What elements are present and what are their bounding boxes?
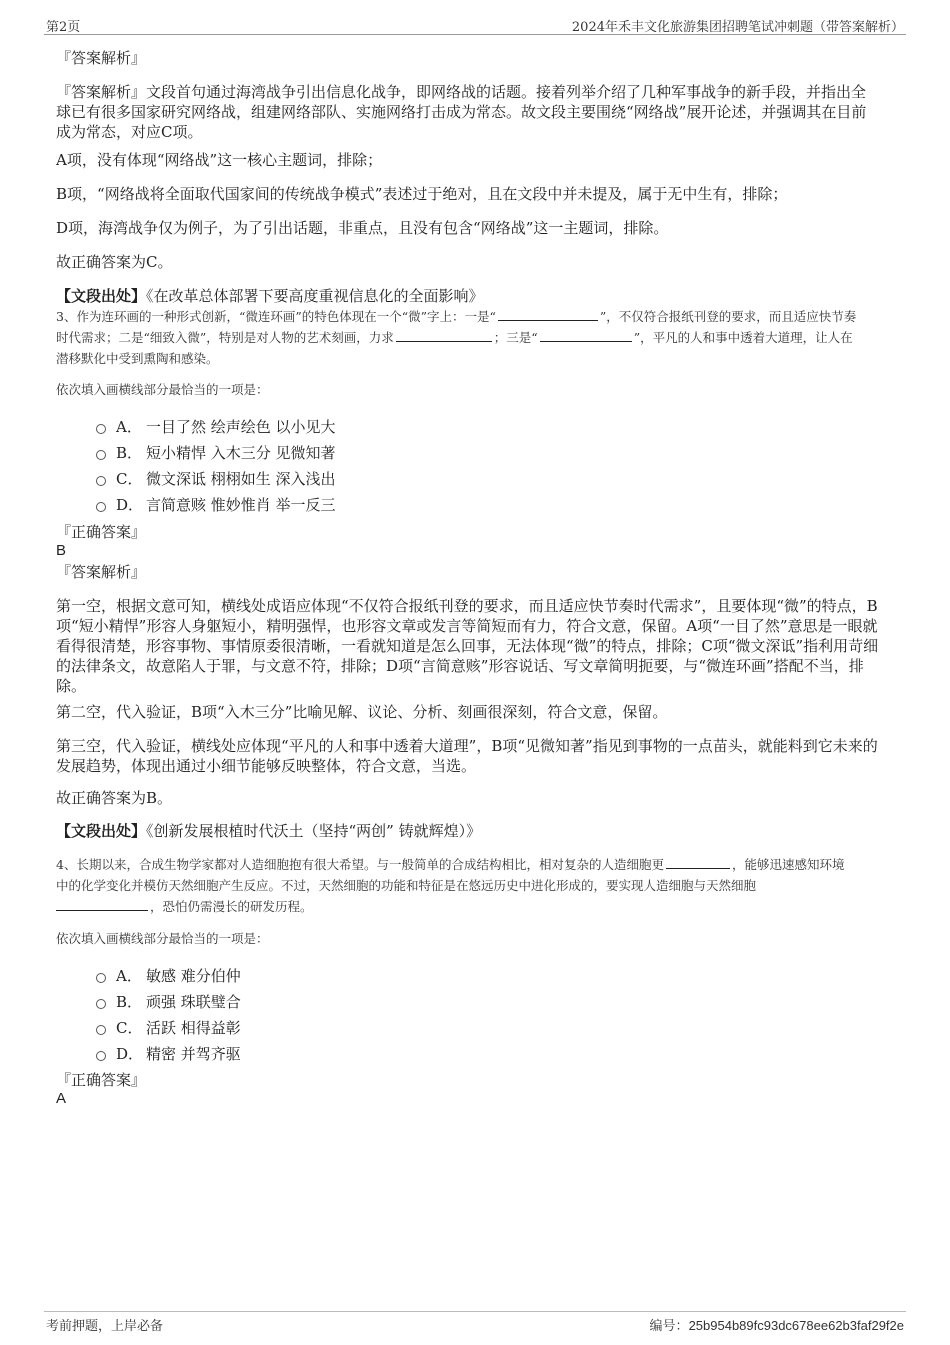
footer-slogan: 考前押题，上岸必备 <box>46 1319 164 1334</box>
option-letter: C． <box>116 1018 143 1037</box>
q3-stem <box>56 306 896 369</box>
q3-stem-text: ；三是“ <box>493 330 538 345</box>
footer-code-value: 25b954b89fc93dc678ee62b3faf29f2e <box>688 1318 904 1333</box>
q3-analysis-para1 <box>56 596 896 696</box>
option-letter: B． <box>116 443 143 462</box>
q3-analysis-line: 第一空，根据文意可知，横线处成语应体现“不仅符合报纸刊登的要求，而且适应快节奏时代需求”，且要体现“微”的特点，B <box>56 597 878 615</box>
q3-stem-text: 3、作为连环画的一种形式创新，“微连环画”的特色体现在一个“微”字上：一是“ <box>56 309 496 324</box>
option-letter: B． <box>116 992 143 1011</box>
q3-source <box>56 821 896 841</box>
q2-option-d-analysis: D项，海湾战争仅为例子，为了引出话题，非重点，且没有包含“网络战”这一主题词，排除。 <box>56 219 669 237</box>
radio-icon[interactable] <box>96 424 106 434</box>
q3-analysis-para2: 第二空，代入验证，B项“入木三分”比喻见解、议论、分析、刻画很深刻，符合文意，保留。 <box>56 703 668 721</box>
option-text: 一目了然 绘声绘色 以小见大 <box>146 417 336 436</box>
q4-option-d[interactable] <box>96 1040 241 1066</box>
q3-analysis-line: 看得很清楚，形容事物、事情原委很清晰，一看就知道是怎么回事，无法体现“微”的特点，排除；C项“微文深诋”指利用苛细 <box>56 637 879 655</box>
q3-source-label: 【文段出处】 <box>56 822 147 840</box>
radio-icon[interactable] <box>96 973 106 983</box>
q3-analysis-line: 发展趋势，体现出通过小细节能够反映整体，符合文意，当选。 <box>56 757 477 775</box>
radio-icon[interactable] <box>96 502 106 512</box>
q4-options <box>96 962 241 1066</box>
q4-option-c[interactable] <box>96 1014 241 1040</box>
q3-correct-answer: B <box>56 542 67 559</box>
q4-stem-text: 中的化学变化并模仿天然细胞产生反应。不过，天然细胞的功能和特征是在悠远历史中进化形成的，要实现人造细胞与天然细胞 <box>56 878 757 893</box>
option-text: 精密 并驾齐驱 <box>146 1044 241 1063</box>
q3-blank-1 <box>498 307 598 321</box>
q4-correct-heading: 『正确答案』 <box>56 1071 147 1089</box>
option-text: 言简意赅 惟妙惟肖 举一反三 <box>146 495 336 514</box>
q2-analysis-line: 成为常态，对应C项。 <box>56 123 203 141</box>
q3-conclusion: 故正确答案为B。 <box>56 789 173 807</box>
option-text: 顽强 珠联璧合 <box>146 992 241 1011</box>
option-letter: D． <box>116 1044 144 1063</box>
footer-code <box>650 1315 904 1334</box>
q3-analysis-line: 除。 <box>56 677 87 695</box>
q3-analysis-para3 <box>56 736 896 776</box>
page-footer <box>44 1311 906 1334</box>
q3-option-a[interactable] <box>96 413 336 439</box>
q3-option-d[interactable] <box>96 491 336 517</box>
q4-stem-text: ，恐怕仍需漫长的研发历程。 <box>150 899 313 914</box>
q2-source <box>56 286 896 306</box>
q3-option-b[interactable] <box>96 439 336 465</box>
radio-icon[interactable] <box>96 1025 106 1035</box>
q2-conclusion: 故正确答案为C。 <box>56 253 173 271</box>
q3-source-text: 《创新发展根植时代沃土（坚持“两创” 铸就辉煌）》 <box>146 822 482 840</box>
option-text: 活跃 相得益彰 <box>146 1018 241 1037</box>
q4-stem <box>56 854 896 917</box>
page-header <box>44 14 906 35</box>
q2-source-label: 【文段出处】 <box>56 287 147 305</box>
q2-option-b-analysis: B项，“网络战将全面取代国家间的传统战争模式”表述过于绝对，且在文段中并未提及，属于无中生有，排除； <box>56 185 788 203</box>
q3-analysis-heading: 『答案解析』 <box>56 563 147 581</box>
option-letter: D． <box>116 495 144 514</box>
radio-icon[interactable] <box>96 476 106 486</box>
q3-blank-2 <box>396 328 492 342</box>
option-text: 短小精悍 入木三分 见微知著 <box>146 443 336 462</box>
option-letter: A． <box>116 417 142 436</box>
q2-source-text: 《在改革总体部署下要高度重视信息化的全面影响》 <box>146 287 484 305</box>
q4-stem-text: ，能够迅速感知环境 <box>731 857 845 872</box>
q2-analysis-heading: 『答案解析』 <box>56 49 147 67</box>
q4-prompt: 依次填入画横线部分最恰当的一项是： <box>56 931 269 946</box>
radio-icon[interactable] <box>96 999 106 1009</box>
q3-analysis-line: 的法律条文，故意陷人于罪，与文意不符，排除；D项“言简意赅”形容说话、写文章简明扼要，与“微连环画”搭配不当，排 <box>56 657 864 675</box>
q3-correct-heading: 『正确答案』 <box>56 523 147 541</box>
q3-option-c[interactable] <box>96 465 336 491</box>
q4-stem-text: 4、长期以来，合成生物学家都对人造细胞抱有很大希望。与一般简单的合成结构相比，相对复杂的人造细胞更 <box>56 857 664 872</box>
q4-correct-answer: A <box>56 1090 67 1107</box>
q4-blank-1 <box>666 855 730 869</box>
q3-options <box>96 413 336 517</box>
option-letter: A． <box>116 966 142 985</box>
q4-option-b[interactable] <box>96 988 241 1014</box>
document-title: 2024年禾丰文化旅游集团招聘笔试冲刺题（带答案解析） <box>571 20 904 35</box>
option-letter: C． <box>116 469 143 488</box>
q3-stem-text: ”，平凡的人和事中透着大道理，让人在 <box>633 330 853 345</box>
q2-analysis-paragraph <box>56 82 896 142</box>
q3-stem-text: 潜移默化中受到熏陶和感染。 <box>56 351 219 366</box>
option-text: 敏感 难分伯仲 <box>146 966 241 985</box>
q2-analysis-line: 球已有很多国家研究网络战，组建网络部队、实施网络打击成为常态。故文段主要围绕“网络战”展开论述，并强调其在目前 <box>56 103 867 121</box>
q3-prompt: 依次填入画横线部分最恰当的一项是： <box>56 382 269 397</box>
option-text: 微文深诋 栩栩如生 深入浅出 <box>146 469 336 488</box>
q3-stem-text: ”，不仅符合报纸刊登的要求，而且适应快节奏 <box>599 309 857 324</box>
q3-blank-3 <box>540 328 632 342</box>
q3-analysis-line: 第三空，代入验证，横线处应体现“平凡的人和事中透着大道理”，B项“见微知著”指见到事物的一点苗头，就能料到它未来的 <box>56 737 878 755</box>
q3-stem-text: 时代需求；二是“细致入微”，特别是对人物的艺术刻画，力求 <box>56 330 394 345</box>
radio-icon[interactable] <box>96 1051 106 1061</box>
footer-code-label: 编号： <box>649 1319 689 1334</box>
q4-blank-2 <box>56 897 148 911</box>
q4-option-a[interactable] <box>96 962 241 988</box>
q3-analysis-line: 项“短小精悍”形容人身躯短小，精明强悍，也形容文章或发言等简短而有力，符合文意，保留。A项“一目了然”意思是一眼就 <box>56 617 878 635</box>
q2-option-a-analysis: A项，没有体现“网络战”这一核心主题词，排除； <box>56 151 383 169</box>
q2-analysis-line: 『答案解析』文段首句通过海湾战争引出信息化战争，即网络战的话题。接着列举介绍了几种军事战争的新手段，并指出全 <box>56 83 867 101</box>
radio-icon[interactable] <box>96 450 106 460</box>
page-number: 第2页 <box>46 20 81 35</box>
